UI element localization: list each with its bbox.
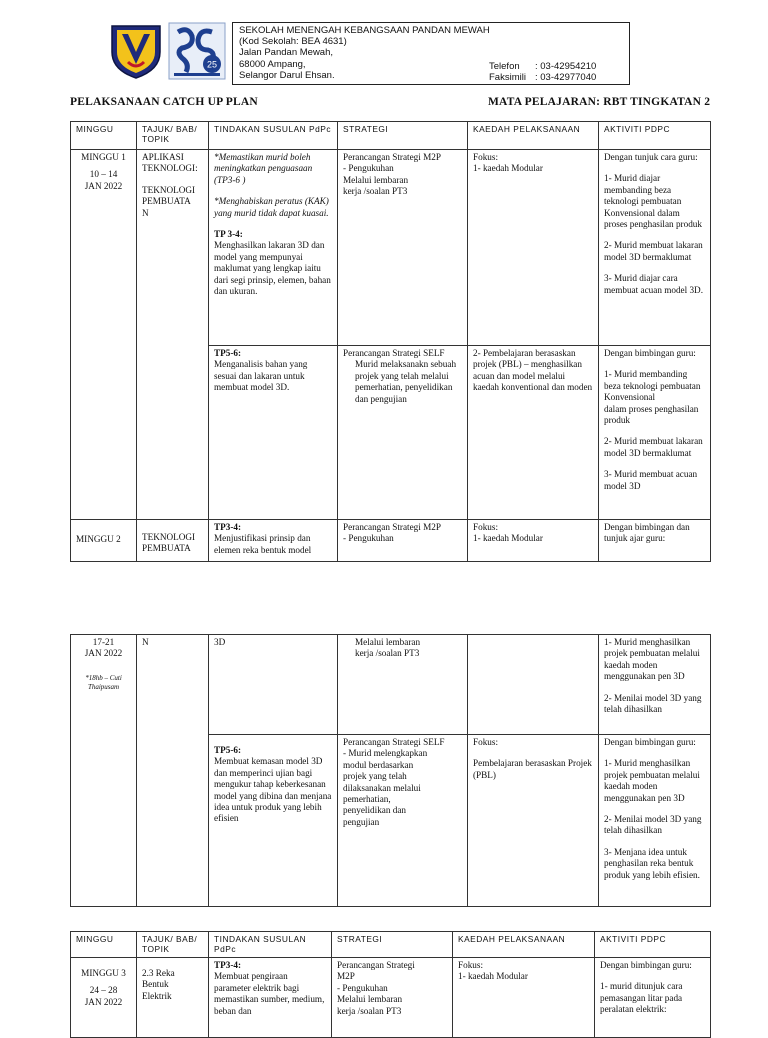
week1-aktiviti-item-1: 1- Murid diajar membanding beza teknologi pembuatan Konvensional dalam proses penghasilan produk [604,173,702,230]
week1-strategi-m2p-detail: - Pengukuhan Melalui lembaran kerja /soalan PT3 [343,163,409,197]
week2-topic-cont [137,635,209,907]
week3-tp34-text: Membuat pengiraan parameter elektrik bagi memastikan sumber, medium, beban dan [214,971,325,1016]
week1-label: MINGGU 1 [81,152,126,162]
page-break [0,572,768,630]
week2-kaedah [468,520,599,562]
week2-strategi-m2p: Perancangan Strategi M2P [343,522,441,532]
school-info-box [232,22,630,85]
week2-tp56-head: TP5-6: [214,745,242,755]
week1-aktiviti2-item-2: 2- Murid membuat lakaran model 3D bermaklumat [604,436,703,458]
week1-aktiviti-item-2: 2- Murid membuat lakaran model 3D bermaklumat [604,240,703,262]
week2-strategi-detail: - Pengukuhan [343,533,394,544]
week3-tindakan [209,958,332,1038]
week1-tp56-head: TP5-6: [214,348,242,358]
school-name: SEKOLAH MENENGAH KEBANGSAAN PANDAN MEWAH [239,25,490,36]
week2-aktiviti [599,520,711,562]
week1-tindakan-1 [209,150,338,346]
plan-title: PELAKSANAAN CATCH UP PLAN [70,96,258,108]
week2-kaedah-text: Fokus: 1- kaedah Modular [473,522,543,544]
week2-strategi-self: Perancangan Strategi SELF [343,737,445,747]
week3-date: 24 – 28 JAN 2022 [84,985,123,1007]
week2-aktiviti2-item-3: 3- Menjana idea untuk penghasilan reka bentuk produk yang lebih efisien. [604,846,700,880]
week3-kaedah-text: Fokus: 1- kaedah Modular [458,960,528,982]
week2-topic-text: TEKNOLOGI PEMBUATA [142,532,196,554]
phone-label: Telefon [489,61,520,72]
header-tindakan-2: TINDAKAN SUSULAN PdPc [209,932,332,958]
week2-aktiviti-item-1: 1- Murid menghasilkan projek pembuatan melalui kaedah moden menggunakan pen 3D [604,637,700,682]
week3-tp34-head: TP3-4: [214,960,242,970]
plan-table-week1-2 [70,121,711,562]
week2-aktiviti-cont [599,635,711,735]
week2-tp56-text: Membuat kemasan model 3D dan memperinci ujian bagi mengukur tahap keberkesanan model yang dibina dan menjana idea untuk produk yang lebih efisien [214,756,332,824]
week1-date: 10 – 14 JAN 2022 [84,169,123,191]
week1-aktiviti-2 [599,346,711,520]
week2-strategi-cont-text: Melalui lembaran kerja /soalan PT3 [355,637,421,659]
school-code: (Kod Sekolah: BEA 4631) [239,36,347,48]
week2-strategi [338,520,468,562]
week2-tp34-text: Menjustifikasi prinsip dan elemen reka bentuk model [214,533,312,555]
week2-aktiviti-item-2: 2- Menilai model 3D yang telah dihasilkan [604,692,702,715]
holiday-note: *18hb – Cuti Thaipusam [85,673,122,691]
week1-tp34-text: Menghasilkan lakaran 3D dan model yang mempunyai maklumat yang lengkap iaitu dari segi prinsip, elemen, bahan dan ukuran. [214,240,331,297]
week2-topic-cont-text: N [142,637,149,647]
week1-topic-2: TEKNOLOGI PEMBUATA N [142,184,196,218]
week3-aktiviti [595,958,711,1038]
week3-topic-cell [137,958,209,1038]
week2-kaedah-cont [468,635,599,735]
header-strategi-2: STRATEGI [332,932,453,958]
week2-tindakan [209,520,338,562]
anniversary-number: 25 [206,59,218,70]
header-strategi: STRATEGI [338,122,468,150]
header-minggu: MINGGU [71,122,137,150]
header-tindakan: TINDAKAN SUSULAN PdPc [209,122,338,150]
week2-kaedah-2 [468,735,599,907]
week1-tp56-text: Menganalisis bahan yang sesuai dan lakaran untuk membuat model 3D. [214,359,308,393]
week3-label: MINGGU 3 [81,968,126,978]
week1-note-b: *Menghabiskan peratus (KAK) yang murid tidak dapat kuasai. [214,196,329,218]
week2-strategi-self-detail: - Murid melengkapkan modul berdasarkan projek yang telah dilaksanakan melalui pemerhatian, penyelidikan dan pengujian [343,748,428,827]
week3-kaedah [453,958,595,1038]
week2-aktiviti-2 [599,735,711,907]
week1-kaedah-1 [468,150,599,346]
week2-tindakan-cont [209,635,338,735]
week1-kaedah-modular: Fokus: 1- kaedah Modular [473,152,543,174]
header-tajuk: TAJUK/ BAB/ TOPIK [137,122,209,150]
week1-tp34-head: TP 3-4: [214,229,243,240]
phone-value: : 03-42954210 [535,61,597,72]
address-line-3: Selangor Darul Ehsan. [239,69,335,81]
week2-aktiviti2-item-2: 2- Menilai model 3D yang telah dihasilkan [604,814,702,836]
week2-strategi-2 [338,735,468,907]
week2-kaedah-pbl: Pembelajaran berasaskan Projek (PBL) [473,758,592,780]
week2-strategi-cont [338,635,468,735]
week1-kaedah-2 [468,346,599,520]
week1-strategi-2 [338,346,468,520]
week2-tindakan-cont-text: 3D [214,637,226,647]
week1-strategi-m2p: Perancangan Strategi M2P [343,152,441,162]
week1-aktiviti-1 [599,150,711,346]
anniversary-logo [168,22,226,80]
week1-aktiviti-heading: Dengan tunjuk cara guru: [604,152,698,162]
week2-date-cell [71,635,137,907]
week1-topic-1: APLIKASI TEKNOLOGI: [142,152,198,174]
week3-strategi [332,958,453,1038]
week1-strategi-self: Perancangan Strategi SELF [343,348,445,358]
week1-aktiviti2-item-1: 1- Murid membanding beza teknologi pembuatan Konvensional dalam proses penghasilan produk [604,369,701,426]
week1-tindakan-2 [209,346,338,520]
header-kaedah-2: KAEDAH PELAKSANAAN [453,932,595,958]
fax-label: Faksimili [489,72,526,83]
header-aktiviti: AKTIVITI PDPC [599,122,711,150]
address-line-1: Jalan Pandan Mewah, [239,47,334,59]
week3-cell [71,958,137,1038]
week1-note-a: *Memastikan murid boleh meningkatkan penguasaan (TP3-6 ) [214,152,313,185]
week3-topic: 2.3 Reka Bentuk Elektrik [142,968,175,1001]
week2-aktiviti2-item-1: 1- Murid menghasilkan projek pembuatan melalui kaedah moden menggunakan pen 3D [604,758,700,803]
subject-title: MATA PELAJARAN: RBT TINGKATAN 2 [488,96,711,108]
week1-topic-cell [137,150,209,520]
week3-strategi-m2p: Perancangan Strategi M2P [337,960,415,982]
week2-topic [137,520,209,562]
week3-aktiviti-item-1: 1- murid ditunjuk cara pemasangan litar pada peralatan elektrik: [600,981,683,1015]
week1-cell [71,150,137,520]
week2-label: MINGGU 2 [71,520,137,562]
week1-aktiviti2-item-3: 3- Murid membuat acuan model 3D [604,469,698,491]
week1-aktiviti-item-3: 3- Murid diajar cara membuat acuan model 3D. [604,273,703,295]
week2-tindakan-2 [209,735,338,907]
plan-table-continued [70,634,711,907]
school-crest-logo [108,22,164,80]
week1-kaedah-pbl: 2- Pembelajaran berasaskan projek (PBL) – menghasilkan acuan dan model melalui kaedah konventional dan moden [473,348,593,393]
week2-date: 17-21 JAN 2022 [84,637,123,659]
week1-strategi-1 [338,150,468,346]
header-aktiviti-2: AKTIVITI PDPC [595,932,711,958]
week1-aktiviti2-heading: Dengan bimbingan guru: [604,348,696,358]
fax-value: : 03-42977040 [535,72,597,83]
plan-table-week3 [70,931,711,1038]
week2-aktiviti-text: Dengan bimbingan dan tunjuk ajar guru: [604,522,690,544]
header-minggu-2: MINGGU [71,932,137,958]
week2-aktiviti2-heading: Dengan bimbingan guru: [604,737,696,747]
week3-aktiviti-heading: Dengan bimbingan guru: [600,960,692,970]
week3-strategi-detail: - Pengukuhan Melalui lembaran kerja /soalan PT3 [337,982,403,1016]
week1-strategi-self-detail: Murid melaksanakn sebuah projek yang telah melalui pemerhatian, penyelidikan dan pengujian [355,359,457,404]
address-line-2: 68000 Ampang, [239,58,306,70]
week2-tp34-head: TP3-4: [214,522,242,532]
week2-kaedah-fokus: Fokus: [473,737,499,747]
header-tajuk-2: TAJUK/ BAB/ TOPIK [137,932,209,958]
header-kaedah: KAEDAH PELAKSANAAN [468,122,599,150]
